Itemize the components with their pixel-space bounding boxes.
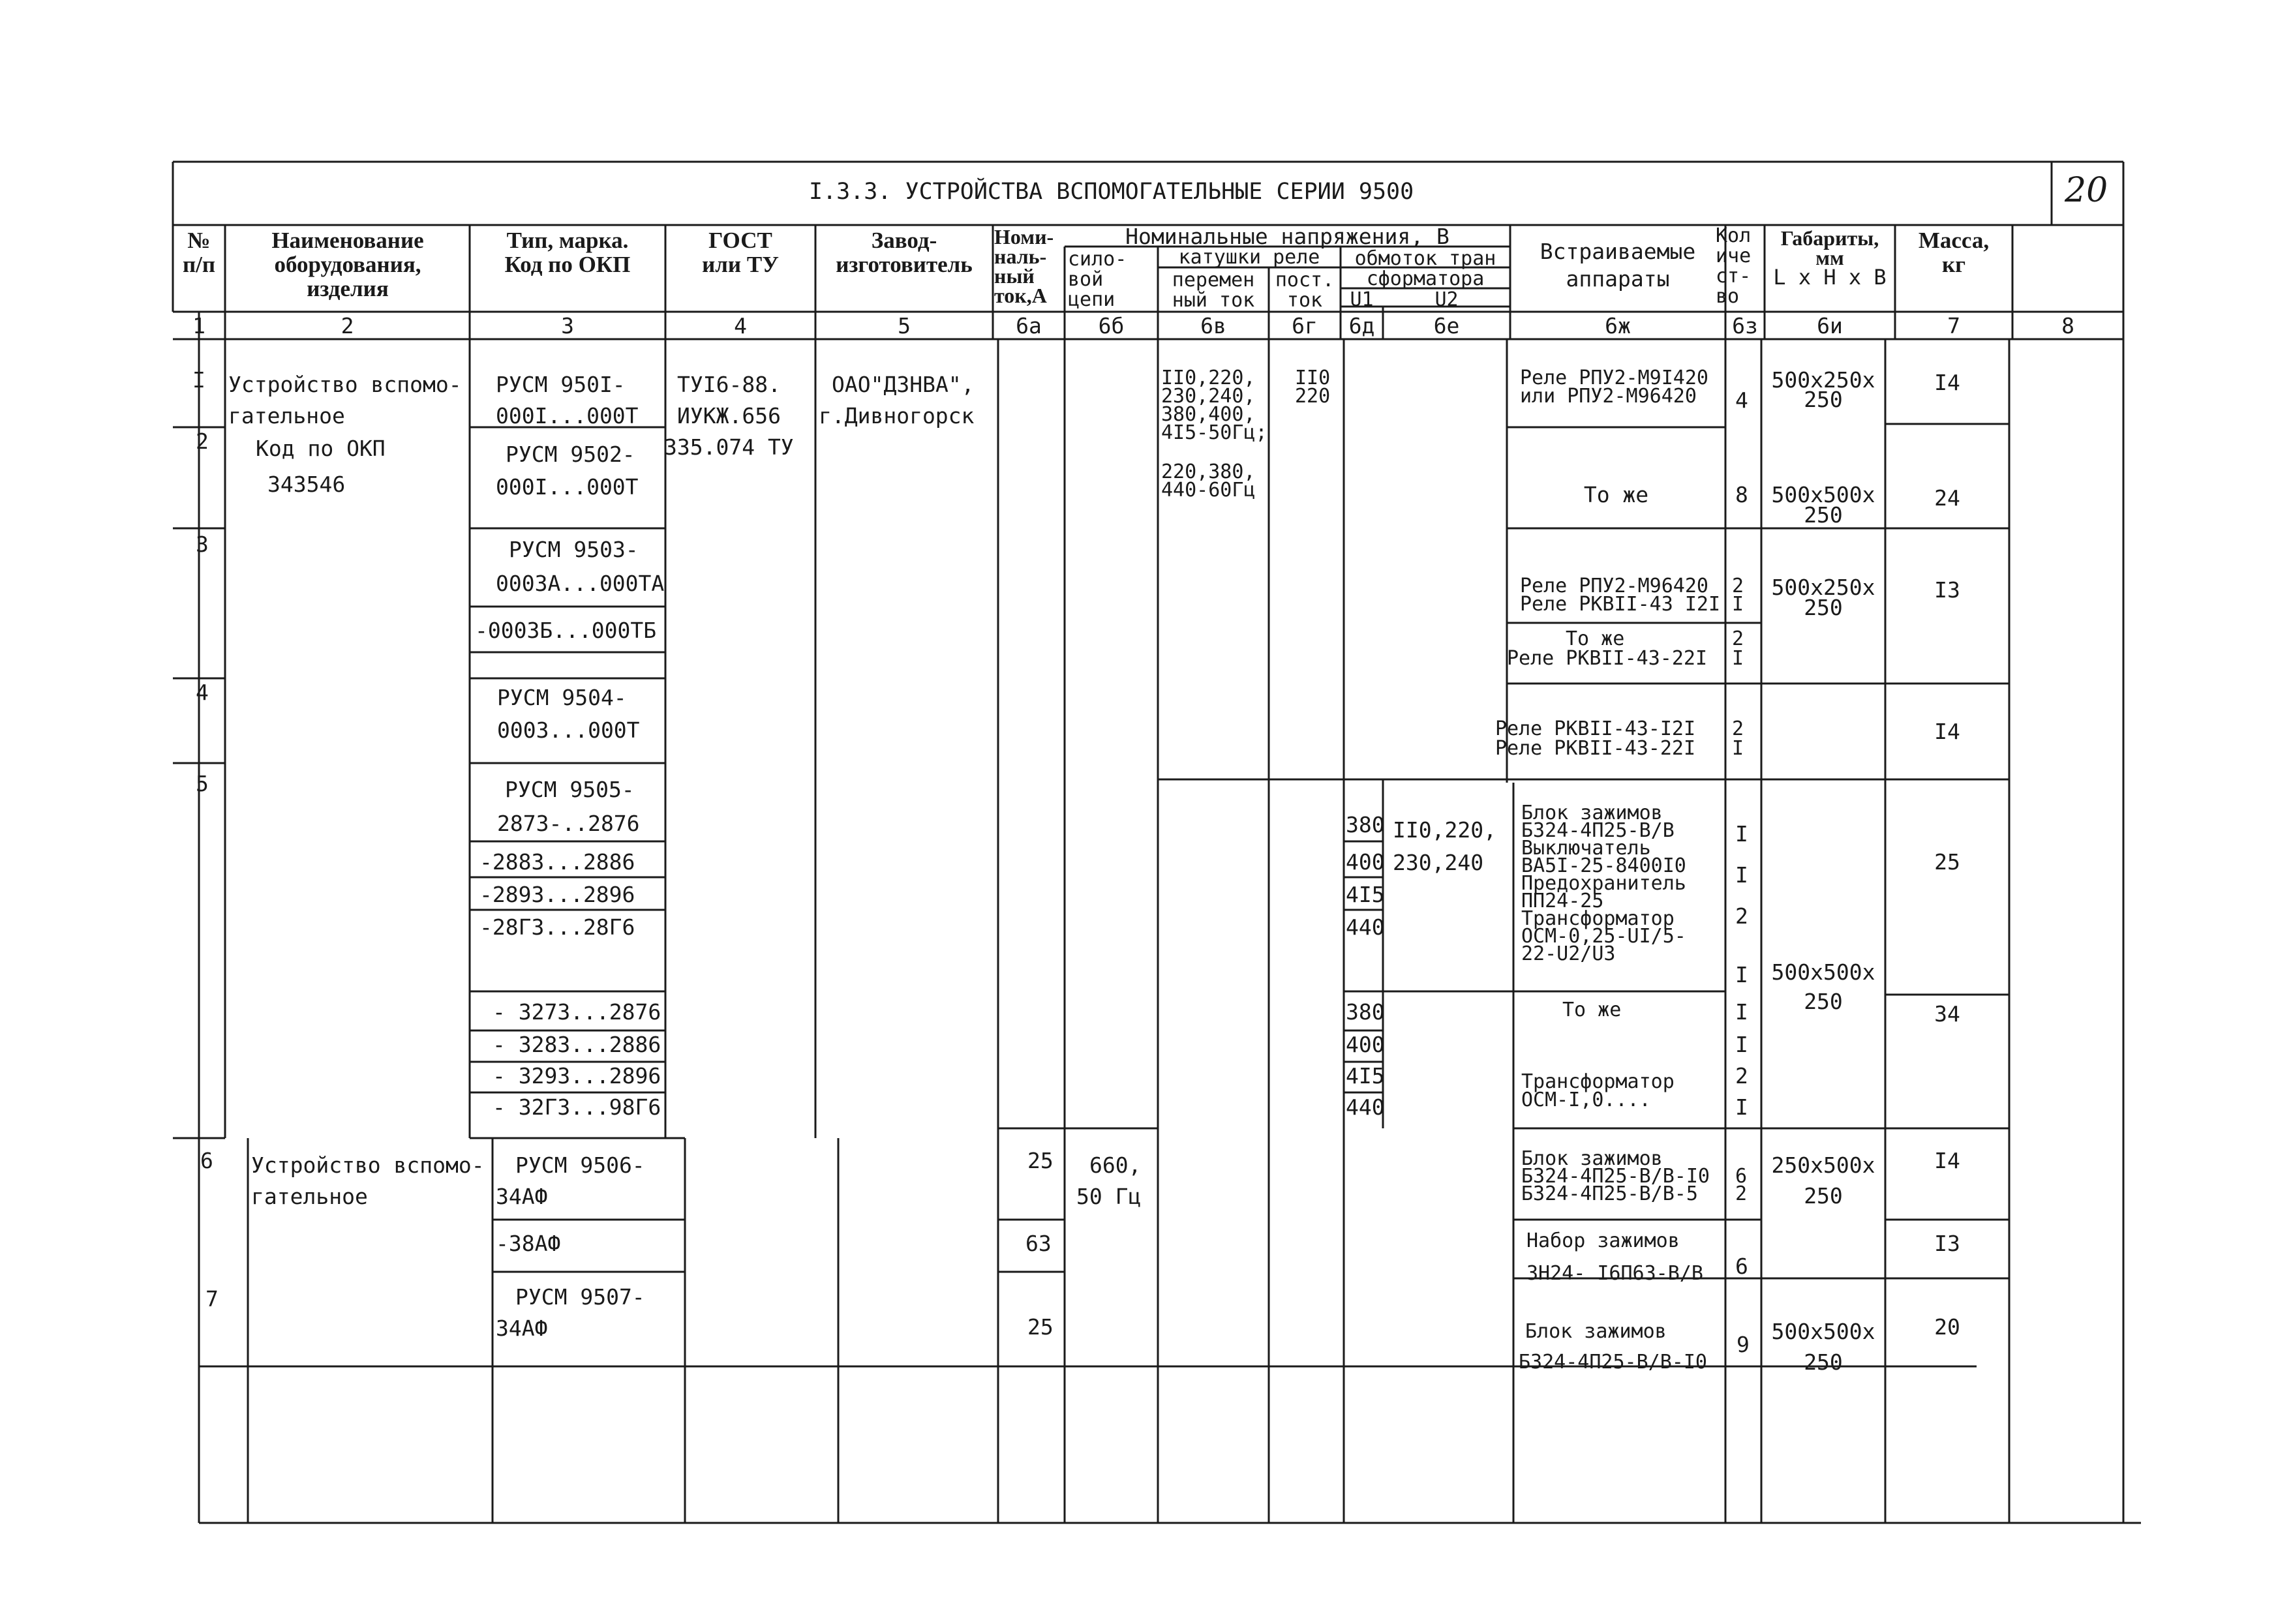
header-dc: пост. ток (1275, 269, 1335, 312)
row5-u1-b: 380 (1346, 999, 1385, 1025)
col-number-6z: 6з (1732, 313, 1758, 338)
row3-type-b: -0003Б...000ТБ (475, 618, 657, 643)
header-maker: Завод- изготовитель (836, 228, 973, 277)
row2-dims: 500х500х 250 (1771, 482, 1875, 528)
row1-name: Устройство вспомо- гательное (228, 372, 462, 429)
row6-power: 660, 50 Гц (1076, 1152, 1142, 1209)
row6-type-b: -38АФ (496, 1231, 561, 1256)
col-number-6b: 6б (1098, 313, 1125, 338)
row6-builtin-b: Набор зажимов ЗН24- I6П63-В/В (1526, 1229, 1703, 1285)
header-current: Номи- наль- ный ток,А (994, 225, 1054, 307)
row1-mass: I4 (1934, 370, 1960, 395)
col-number-6a: 6а (1016, 313, 1042, 338)
row5-u2: II0,220, 230,240 (1393, 817, 1496, 875)
row6-current: 25 (1027, 1148, 1054, 1173)
row3-mass: I3 (1934, 577, 1960, 603)
col-number-7: 7 (1947, 313, 1960, 338)
row3-dims: 500х250х 250 (1771, 575, 1875, 620)
header-u2: U2 (1434, 288, 1459, 311)
col-number-6e: 6е (1433, 313, 1460, 338)
row1-gost: ТУI6-88. ИУКЖ.656 335.074 ТУ (664, 372, 794, 460)
row5-u1: 380 (1346, 812, 1385, 837)
header-qty: Кол иче ст- во (1716, 224, 1752, 308)
row4-builtin: Реле РКВII-43-I2I Реле РКВII-43-22I (1495, 717, 1696, 760)
row5-dims: 500х500х 250 (1771, 959, 1875, 1014)
col-number-1: 1 (192, 313, 205, 338)
row1-dc: II0 220 (1295, 367, 1331, 408)
row1-ac: II0,220, 230,240, 380,400, 4I5-50Гц; (1161, 367, 1267, 444)
row5-qty-b: I (1735, 1094, 1748, 1120)
col-number-6g: 6г (1292, 313, 1318, 338)
col-number-6zh: 6ж (1605, 313, 1631, 338)
row5-qty: I (1735, 962, 1748, 987)
row5-builtin: Блок зажимов Б324-4П25-В/В Выключатель ВА5I-25-8400I0 Предохранитель ПП24-25 Трансформатор ОСМ-0,25-UI/5- 22-U2/U3 (1521, 802, 1686, 965)
row5-qty-b: I (1735, 1032, 1748, 1057)
row7-mass: 20 (1934, 1314, 1960, 1340)
row1-dims: 500х250х 250 (1771, 367, 1875, 412)
row6-name: Устройство вспомо- гательное (251, 1152, 485, 1209)
header-power-circuit: сило- вой цепи (1068, 248, 1127, 311)
col-number-4: 4 (734, 313, 747, 338)
row2-builtin: То же (1583, 482, 1649, 507)
row5-u1-b: 440 (1346, 1094, 1385, 1120)
row5-subtype: -2893...2896 (479, 882, 635, 907)
row5-type: РУСМ 9505- 2873-..2876 (497, 777, 640, 836)
row1-maker: ОАО"ДЗНВА", г.Дивногорск (819, 372, 975, 429)
page-number: 20 (2065, 171, 2108, 210)
header-ac: перемен ный ток (1172, 269, 1255, 312)
header-type: Тип, марка. Код по ОКП (504, 228, 631, 277)
header-name: Наименование оборудования, изделия (271, 228, 424, 301)
row4-num: 4 (196, 680, 209, 705)
row7-dims: 500х500х 250 (1771, 1319, 1875, 1375)
row3-qty-b: 2 I (1732, 627, 1744, 670)
row6-mass: I4 (1934, 1148, 1960, 1173)
row5-mass: 25 (1934, 849, 1960, 875)
row2-num: 2 (196, 429, 209, 454)
header-num: № п/п (182, 228, 216, 277)
document-title: I.3.3. УСТРОЙСТВА ВСПОМОГАТЕЛЬНЫЕ СЕРИИ 9500 (809, 179, 1414, 205)
header-dimensions: Габариты, мм L x H x B (1773, 226, 1887, 290)
row5-qty: I (1735, 862, 1748, 888)
row5-subtype: -2883...2886 (479, 849, 635, 875)
header-mass: Масса, кг (1918, 228, 1990, 277)
row2-mass: 24 (1934, 485, 1960, 511)
row6-qty-b: 6 (1735, 1254, 1748, 1279)
row3-num: 3 (196, 532, 209, 557)
row1-qty: 4 (1735, 387, 1748, 413)
row4-qty: 2 I (1732, 717, 1744, 760)
row6-current-b: 63 (1025, 1231, 1052, 1256)
row5-qty-b: I (1735, 999, 1748, 1025)
col-number-8: 8 (2061, 313, 2074, 338)
row2-qty: 8 (1735, 482, 1748, 507)
row6-num: 6 (200, 1148, 213, 1173)
row6-builtin: Блок зажимов Б324-4П25-В/В-I0 Б324-4П25-В/В-5 (1521, 1147, 1710, 1205)
row5-u1-b: 400 (1346, 1032, 1385, 1057)
row3-builtin: Реле РПУ2-М96420 Реле РКВII-43 I2I (1520, 575, 1721, 616)
row6-qty: 6 2 (1735, 1165, 1748, 1205)
row4-mass: I4 (1934, 719, 1960, 744)
row7-type: РУСМ 9507- 34АФ (496, 1284, 645, 1341)
row3-type: РУСМ 9503- 0003А...000ТА (496, 537, 665, 596)
row6-mass-b: I3 (1934, 1231, 1960, 1256)
row7-num: 7 (205, 1286, 219, 1312)
row5-qty-b: 2 (1735, 1063, 1748, 1089)
row5-u1: 400 (1346, 849, 1385, 875)
row1-num: I (192, 367, 205, 393)
header-transformer-windings: обмоток тран сформатора (1354, 247, 1496, 290)
row7-qty: 9 (1737, 1332, 1750, 1357)
row5-num: 5 (196, 771, 209, 796)
header-gost: ГОСТ или ТУ (702, 228, 779, 277)
row3-builtin-b: То же Реле РКВII-43-22I (1507, 627, 1708, 670)
row5-u1: 4I5 (1346, 882, 1385, 907)
row5-qty: I (1735, 821, 1748, 847)
row5-subtype: -28Г3...28Г6 (479, 914, 635, 940)
col-number-2: 2 (341, 313, 354, 338)
row5-builtin-b2: Трансформатор ОСМ-I,0.... (1521, 1070, 1675, 1111)
row3-qty: 2 I (1732, 575, 1744, 616)
row6-type: РУСМ 9506- 34АФ (496, 1152, 645, 1209)
row2-okp: Код по ОКП 343546 (256, 436, 386, 497)
row4-type: РУСМ 9504- 0003...000Т (497, 685, 640, 743)
col-number-5: 5 (898, 313, 911, 338)
col-number-6i: 6и (1817, 313, 1843, 338)
row5-qty: 2 (1735, 903, 1748, 929)
row5-subtype-b: - 3283...2886 (493, 1032, 661, 1057)
header-voltages: Номинальные напряжения, В (1125, 224, 1449, 249)
col-number-6d: 6д (1348, 313, 1375, 338)
row5-subtype-b: - 3293...2896 (493, 1063, 661, 1089)
row1-type: РУСМ 950I- 000I...000Т (496, 372, 639, 429)
header-builtin: Встраиваемые аппараты (1540, 239, 1696, 292)
row7-current: 25 (1027, 1314, 1054, 1340)
row5-subtype-b: - 3273...2876 (493, 999, 661, 1025)
row5-u1-b: 4I5 (1346, 1063, 1385, 1089)
row5-u1: 440 (1346, 914, 1385, 940)
row2-type: РУСМ 9502- 000I...000Т (496, 442, 639, 500)
row2-ac: 220,380, 440-60Гц (1161, 460, 1256, 502)
row6-dims: 250х500х 250 (1771, 1152, 1875, 1209)
row5-builtin-b: То же (1562, 999, 1622, 1021)
col-number-3: 3 (561, 313, 574, 338)
row7-builtin: Блок зажимов Б324-4П25-В/В-I0 (1519, 1320, 1707, 1374)
header-relay-coils: катушки реле (1178, 246, 1320, 269)
row5-mass-b: 34 (1934, 1001, 1960, 1027)
row1-builtin: Реле РПУ2-М9I420 или РПУ2-М96420 (1520, 367, 1708, 408)
col-number-6v: 6в (1200, 313, 1226, 338)
row5-subtype-b: - 32Г3...98Г6 (493, 1094, 661, 1120)
header-u1: U1 (1350, 288, 1374, 311)
